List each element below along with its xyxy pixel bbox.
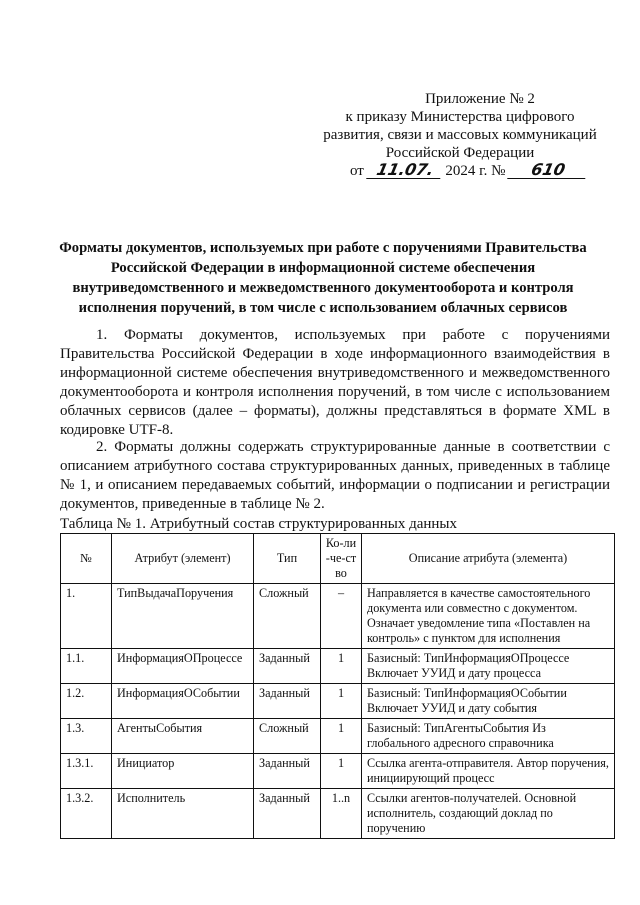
header-quantity: Ко-ли-че-ство bbox=[321, 534, 362, 584]
appendix-header bbox=[300, 90, 620, 180]
cell-description: Направляется в качестве самостоятельного документа или совместно с документом. Означает уведомление типа «Поставлен на контроль» с пунктом для исполнения bbox=[362, 584, 615, 649]
appendix-title: Приложение № 2 bbox=[425, 91, 535, 107]
cell-attribute: Инициатор bbox=[112, 754, 254, 789]
table-row bbox=[61, 584, 615, 649]
table-row bbox=[61, 719, 615, 754]
paragraph-2-text: 2. Форматы должны содержать структурированные данные в соответствии с описанием атрибутного состава структурированных данных, приведенных в таблице № 1, и описанием передаваемых событий, информации о подписании и регистрации документов, приведенные в таблице № 2. bbox=[60, 439, 610, 512]
title-line-1: Форматы документов, используемых при работе с поручениями Правительства bbox=[59, 240, 587, 256]
table-row bbox=[61, 789, 615, 839]
paragraph-1 bbox=[60, 326, 610, 440]
header-num: № bbox=[61, 534, 112, 584]
cell-quantity: 1..n bbox=[321, 789, 362, 839]
cell-type: Сложный bbox=[254, 719, 321, 754]
attributes-table bbox=[60, 533, 615, 839]
handwritten-date: 11.07. bbox=[366, 162, 444, 179]
cell-num: 1.3. bbox=[61, 719, 112, 754]
cell-num: 1.3.1. bbox=[61, 754, 112, 789]
cell-type: Заданный bbox=[254, 684, 321, 719]
cell-num: 1. bbox=[61, 584, 112, 649]
appendix-date-number-line bbox=[300, 162, 620, 180]
cell-quantity: 1 bbox=[321, 754, 362, 789]
table-caption: Таблица № 1. Атрибутный состав структурированных данных bbox=[60, 516, 458, 532]
cell-num: 1.1. bbox=[61, 649, 112, 684]
cell-quantity: 1 bbox=[321, 684, 362, 719]
cell-attribute: ИнформацияОСобытии bbox=[112, 684, 254, 719]
cell-description: Базисный: ТипИнформацияОСобытии Включает УУИД и дату события bbox=[362, 684, 615, 719]
appendix-country-line: Российской Федерации bbox=[385, 145, 535, 161]
header-attribute: Атрибут (элемент) bbox=[112, 534, 254, 584]
title-line-3: внутриведомственного и межведомственного документооборота и контроля bbox=[72, 280, 574, 296]
handwritten-order-number: 610 bbox=[507, 162, 589, 179]
table-row bbox=[61, 754, 615, 789]
cell-type: Заданный bbox=[254, 649, 321, 684]
paragraph-1-text: 1. Форматы документов, используемых при работе с поручениями Правительства Российской Федерации в ходе информационного взаимодействия в информационной системе обеспечения внутриведомственного и межведомственного документооборота и контроля исполнения поручений, в том числе с использованием облачных сервисов (далее – форматы), должны представляться в формате XML в кодировке UTF-8. bbox=[60, 327, 610, 438]
from-label: от bbox=[350, 163, 364, 179]
appendix-ministry-line: развития, связи и массовых коммуникаций bbox=[323, 127, 597, 143]
cell-description: Ссылки агентов-получателей. Основной исполнитель, создающий доклад по поручению bbox=[362, 789, 615, 839]
document-title bbox=[58, 238, 588, 318]
paragraph-2 bbox=[60, 438, 610, 514]
cell-description: Ссылка агента-отправителя. Автор поручения, инициирующий процесс bbox=[362, 754, 615, 789]
title-line-2: Российской Федерации в информационной системе обеспечения bbox=[110, 260, 536, 276]
cell-attribute: ТипВыдачаПоручения bbox=[112, 584, 254, 649]
cell-quantity: 1 bbox=[321, 649, 362, 684]
title-line-4: исполнения поручений, в том числе с использованием облачных сервисов bbox=[78, 300, 568, 316]
cell-quantity: 1 bbox=[321, 719, 362, 754]
cell-quantity: – bbox=[321, 584, 362, 649]
cell-attribute: ИнформацияОПроцессе bbox=[112, 649, 254, 684]
cell-attribute: АгентыСобытия bbox=[112, 719, 254, 754]
cell-type: Заданный bbox=[254, 754, 321, 789]
table-header-row bbox=[61, 534, 615, 584]
header-description: Описание атрибута (элемента) bbox=[362, 534, 615, 584]
cell-num: 1.2. bbox=[61, 684, 112, 719]
cell-description: Базисный: ТипИнформацияОПроцессе Включает УУИД и дату процесса bbox=[362, 649, 615, 684]
cell-attribute: Исполнитель bbox=[112, 789, 254, 839]
year-number-label: 2024 г. № bbox=[445, 163, 506, 179]
table-row bbox=[61, 684, 615, 719]
appendix-order-line: к приказу Министерства цифрового bbox=[345, 109, 575, 125]
cell-type: Сложный bbox=[254, 584, 321, 649]
header-type: Тип bbox=[254, 534, 321, 584]
cell-description: Базисный: ТипАгентыСобытия Из глобального адресного справочника bbox=[362, 719, 615, 754]
table-row bbox=[61, 649, 615, 684]
cell-num: 1.3.2. bbox=[61, 789, 112, 839]
cell-type: Заданный bbox=[254, 789, 321, 839]
